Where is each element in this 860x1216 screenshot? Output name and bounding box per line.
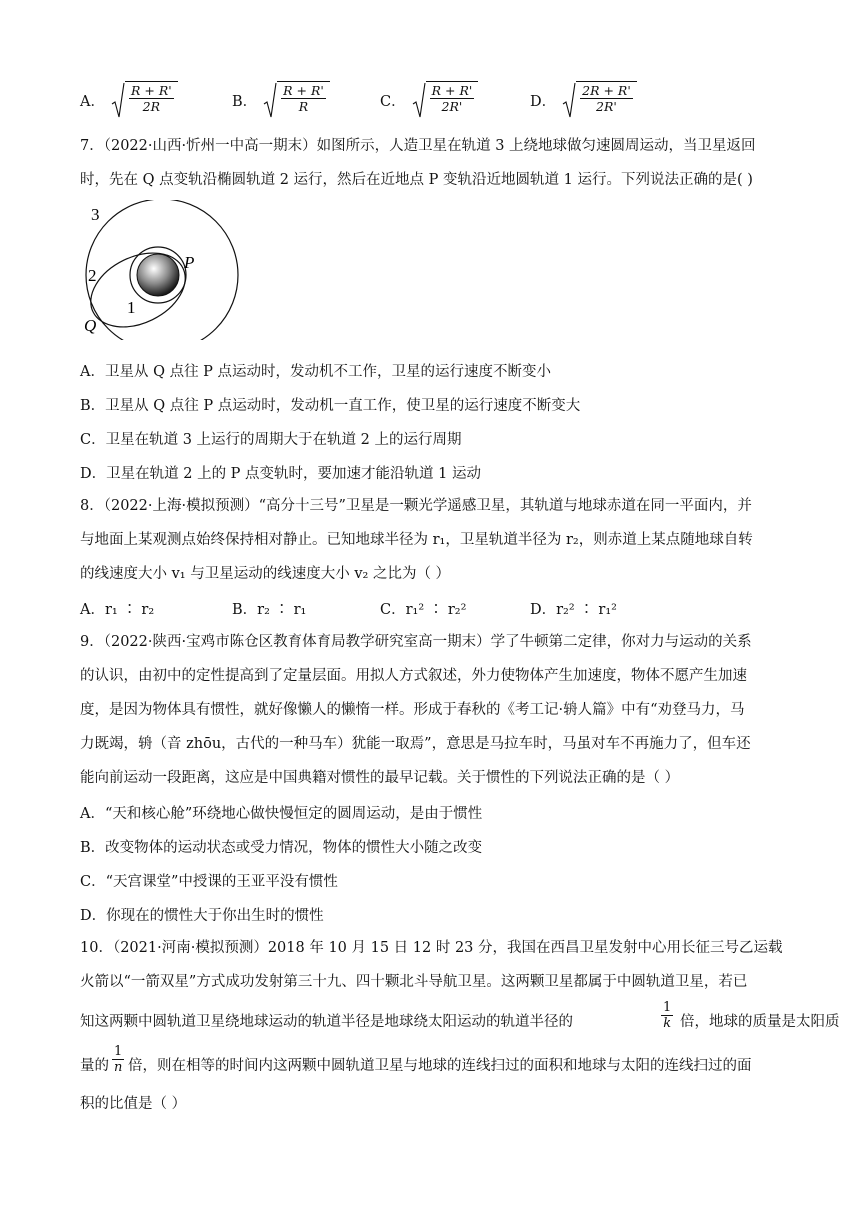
q6-option-c[interactable]: C． $\frac{R + R'}{2R'}$: [380, 80, 478, 120]
q9-option-b[interactable]: B．改变物体的运动状态或受力情况，物体的惯性大小随之改变: [80, 840, 483, 856]
label-point-q: Q: [84, 316, 97, 335]
q9-stem-line-2: 的认识，由初中的定性提高到了定量层面。用拟人方式叙述，外力使物体产生加速度，物体不愿产生加速: [80, 668, 747, 684]
sqrt-expression: $\frac{R + R'}{2R'}$: [412, 80, 479, 120]
q10-stem-line-1: 10．（2021·河南·模拟预测）2018 年 10 月 15 日 12 时 23 分，我国在西昌卫星发射中心用长征三号乙运载: [80, 940, 783, 956]
q8-options: [80, 598, 780, 618]
sqrt-expression: $\frac{R + R'}{2R}$: [111, 80, 178, 120]
fraction-one-over-k: 1 k: [663, 1000, 672, 1031]
q10-stem-line-2: 火箭以“一箭双星”方式成功发射第三十九、四十颗北斗导航卫星。这两颗卫星都属于中圆轨道卫星，若已: [80, 974, 748, 990]
q10-stem-line-5: 积的比值是（ ）: [80, 1096, 187, 1112]
q7-stem-line-1: 7．（2022·山西·忻州一中高一期末）如图所示，人造卫星在轨道 3 上绕地球做匀速圆周运动，当卫星返回: [80, 138, 756, 154]
q10-stem-line-4a: 量的: [80, 1058, 109, 1074]
label-point-p: P: [184, 253, 195, 272]
q9-stem-line-3: 度，是因为物体具有惯性，就好像懒人的懒惰一样。形成于春秋的《考工记·辀人篇》中有“劝登马力，马: [80, 702, 745, 718]
q6-options: [80, 80, 780, 120]
q7-stem-line-2: 时，先在 Q 点变轨沿椭圆轨道 2 运行，然后在近地点 P 变轨沿近地圆轨道 1 运行。下列说法正确的是( ): [80, 172, 753, 188]
label-orbit-1: 1: [127, 298, 136, 317]
q8-option-d[interactable]: D．r₂² ∶ r₁²: [530, 602, 617, 618]
fraction-one-over-n: 1 n: [114, 1044, 123, 1075]
orbit-diagram: [80, 200, 250, 340]
q7-option-a[interactable]: A．卫星从 Q 点往 P 点运动时，发动机不工作，卫星的运行速度不断变小: [80, 364, 552, 380]
q9-option-c[interactable]: C．“天宫课堂”中授课的王亚平没有惯性: [80, 874, 338, 890]
q9-option-a[interactable]: A．“天和核心舱”环绕地心做快慢恒定的圆周运动，是由于惯性: [80, 806, 483, 822]
q8-stem-line-1: 8．（2022·上海·模拟预测）“高分十三号”卫星是一颗光学遥感卫星，其轨道与地球赤道在同一平面内，并: [80, 498, 752, 514]
q10-stem-line-3a: 知这两颗中圆轨道卫星绕地球运动的轨道半径是地球绕太阳运动的轨道半径的: [80, 1014, 573, 1030]
orbit-2: [80, 238, 197, 340]
q8-option-a[interactable]: A．r₁ ∶ r₂: [80, 602, 155, 618]
q6-option-b[interactable]: B． $\frac{R + R'}{R}$: [232, 80, 330, 120]
q9-stem-line-1: 9．（2022·陕西·宝鸡市陈仓区教育体育局教学研究室高一期末）学了牛顿第二定律，你对力与运动的关系: [80, 634, 752, 650]
q9-stem-line-4: 力既竭，辀（音 zhōu，古代的一种马车）犹能一取焉”，意思是马拉车时，马虽对车不再施力了，但车还: [80, 736, 751, 752]
q6-option-a[interactable]: A． $\frac{R + R'}{2R}$: [80, 80, 178, 120]
q10-stem-line-3b: 倍，地球的质量是太阳质: [680, 1014, 840, 1030]
q8-stem-line-2: 与地面上某观测点始终保持相对静止。已知地球半径为 r₁，卫星轨道半径为 r₂，则赤道上某点随地球自转: [80, 532, 753, 548]
q8-option-c[interactable]: C．r₁² ∶ r₂²: [380, 602, 467, 618]
q9-stem-line-5: 能向前运动一段距离，这应是中国典籍对惯性的最早记载。关于惯性的下列说法正确的是（ ）: [80, 770, 680, 786]
q9-option-d[interactable]: D．你现在的惯性大于你出生时的惯性: [80, 908, 324, 924]
sqrt-expression: $\frac{2R + R'}{2R'}$: [562, 80, 637, 120]
q7-option-b[interactable]: B．卫星从 Q 点往 P 点运动时，发动机一直工作，使卫星的运行速度不断变大: [80, 398, 581, 414]
q8-stem-line-3: 的线速度大小 v₁ 与卫星运动的线速度大小 v₂ 之比为（ ）: [80, 566, 451, 582]
q7-option-c[interactable]: C．卫星在轨道 3 上运行的周期大于在轨道 2 上的运行周期: [80, 432, 462, 448]
q10-stem-line-4b: 倍，则在相等的时间内这两颗中圆轨道卫星与地球的连线扫过的面积和地球与太阳的连线扫过的面: [128, 1058, 752, 1074]
sqrt-expression: $\frac{R + R'}{R}$: [263, 80, 330, 120]
q7-option-d[interactable]: D．卫星在轨道 2 上的 P 点变轨时，要加速才能沿轨道 1 运动: [80, 466, 481, 482]
q8-option-b[interactable]: B．r₂ ∶ r₁: [232, 602, 307, 618]
q6-option-d[interactable]: D． $\frac{2R + R'}{2R'}$: [530, 80, 637, 120]
label-orbit-2: 2: [88, 266, 97, 285]
earth: [137, 254, 179, 296]
label-orbit-3: 3: [91, 205, 100, 224]
